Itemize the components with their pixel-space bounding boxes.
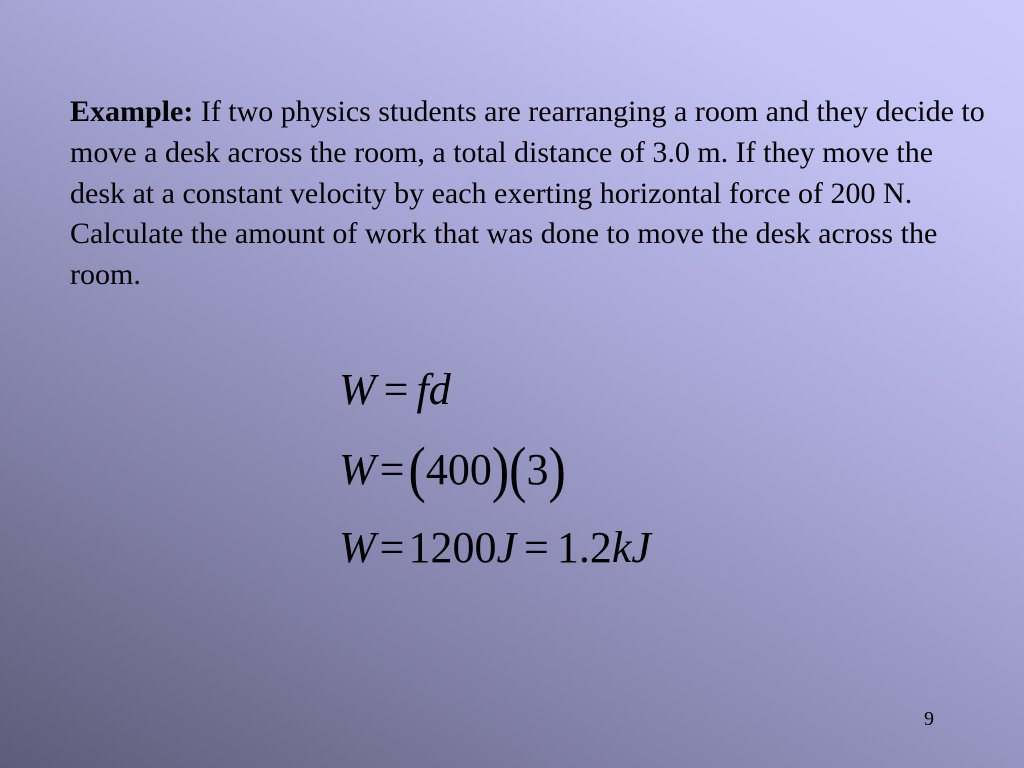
- eq3-value: 1200: [408, 523, 497, 572]
- page-number: 9: [924, 708, 934, 730]
- equation-work-formula: [339, 364, 451, 416]
- problem-paragraph: [70, 92, 990, 296]
- eq3-lhs: W: [339, 523, 376, 572]
- eq2-lhs: W: [339, 445, 376, 494]
- eq1-equals: =: [383, 365, 409, 414]
- example-label: Example:: [70, 95, 194, 128]
- eq2-left-paren-1: (: [408, 436, 426, 505]
- eq1-rhs: fd: [416, 365, 451, 414]
- eq2-distance-value: 3: [526, 445, 549, 494]
- equation-substitution: [339, 436, 566, 505]
- eq3-unit-2: kJ: [611, 523, 651, 572]
- eq2-equals: =: [379, 445, 405, 494]
- eq3-equals: =: [379, 523, 405, 572]
- eq3-unit: J: [496, 523, 517, 572]
- eq3-value-2: 1.2: [556, 523, 612, 572]
- equation-result: [339, 522, 651, 574]
- eq2-left-paren-2: (: [509, 436, 527, 505]
- eq2-right-paren-1: ): [491, 436, 510, 505]
- eq2-force-value: 400: [425, 445, 492, 494]
- eq1-lhs: W: [339, 365, 376, 414]
- eq2-right-paren-2: ): [548, 436, 566, 505]
- problem-text: If two physics students are rearranging a room and they decide to move a desk across the room, a total distance of 3.0 m. If they move the desk at a constant velocity by each exerting horizontal force of 200 N. Calculate the amount of work that was done to move the desk across the room.: [70, 95, 985, 292]
- eq3-equals-2: =: [524, 523, 549, 572]
